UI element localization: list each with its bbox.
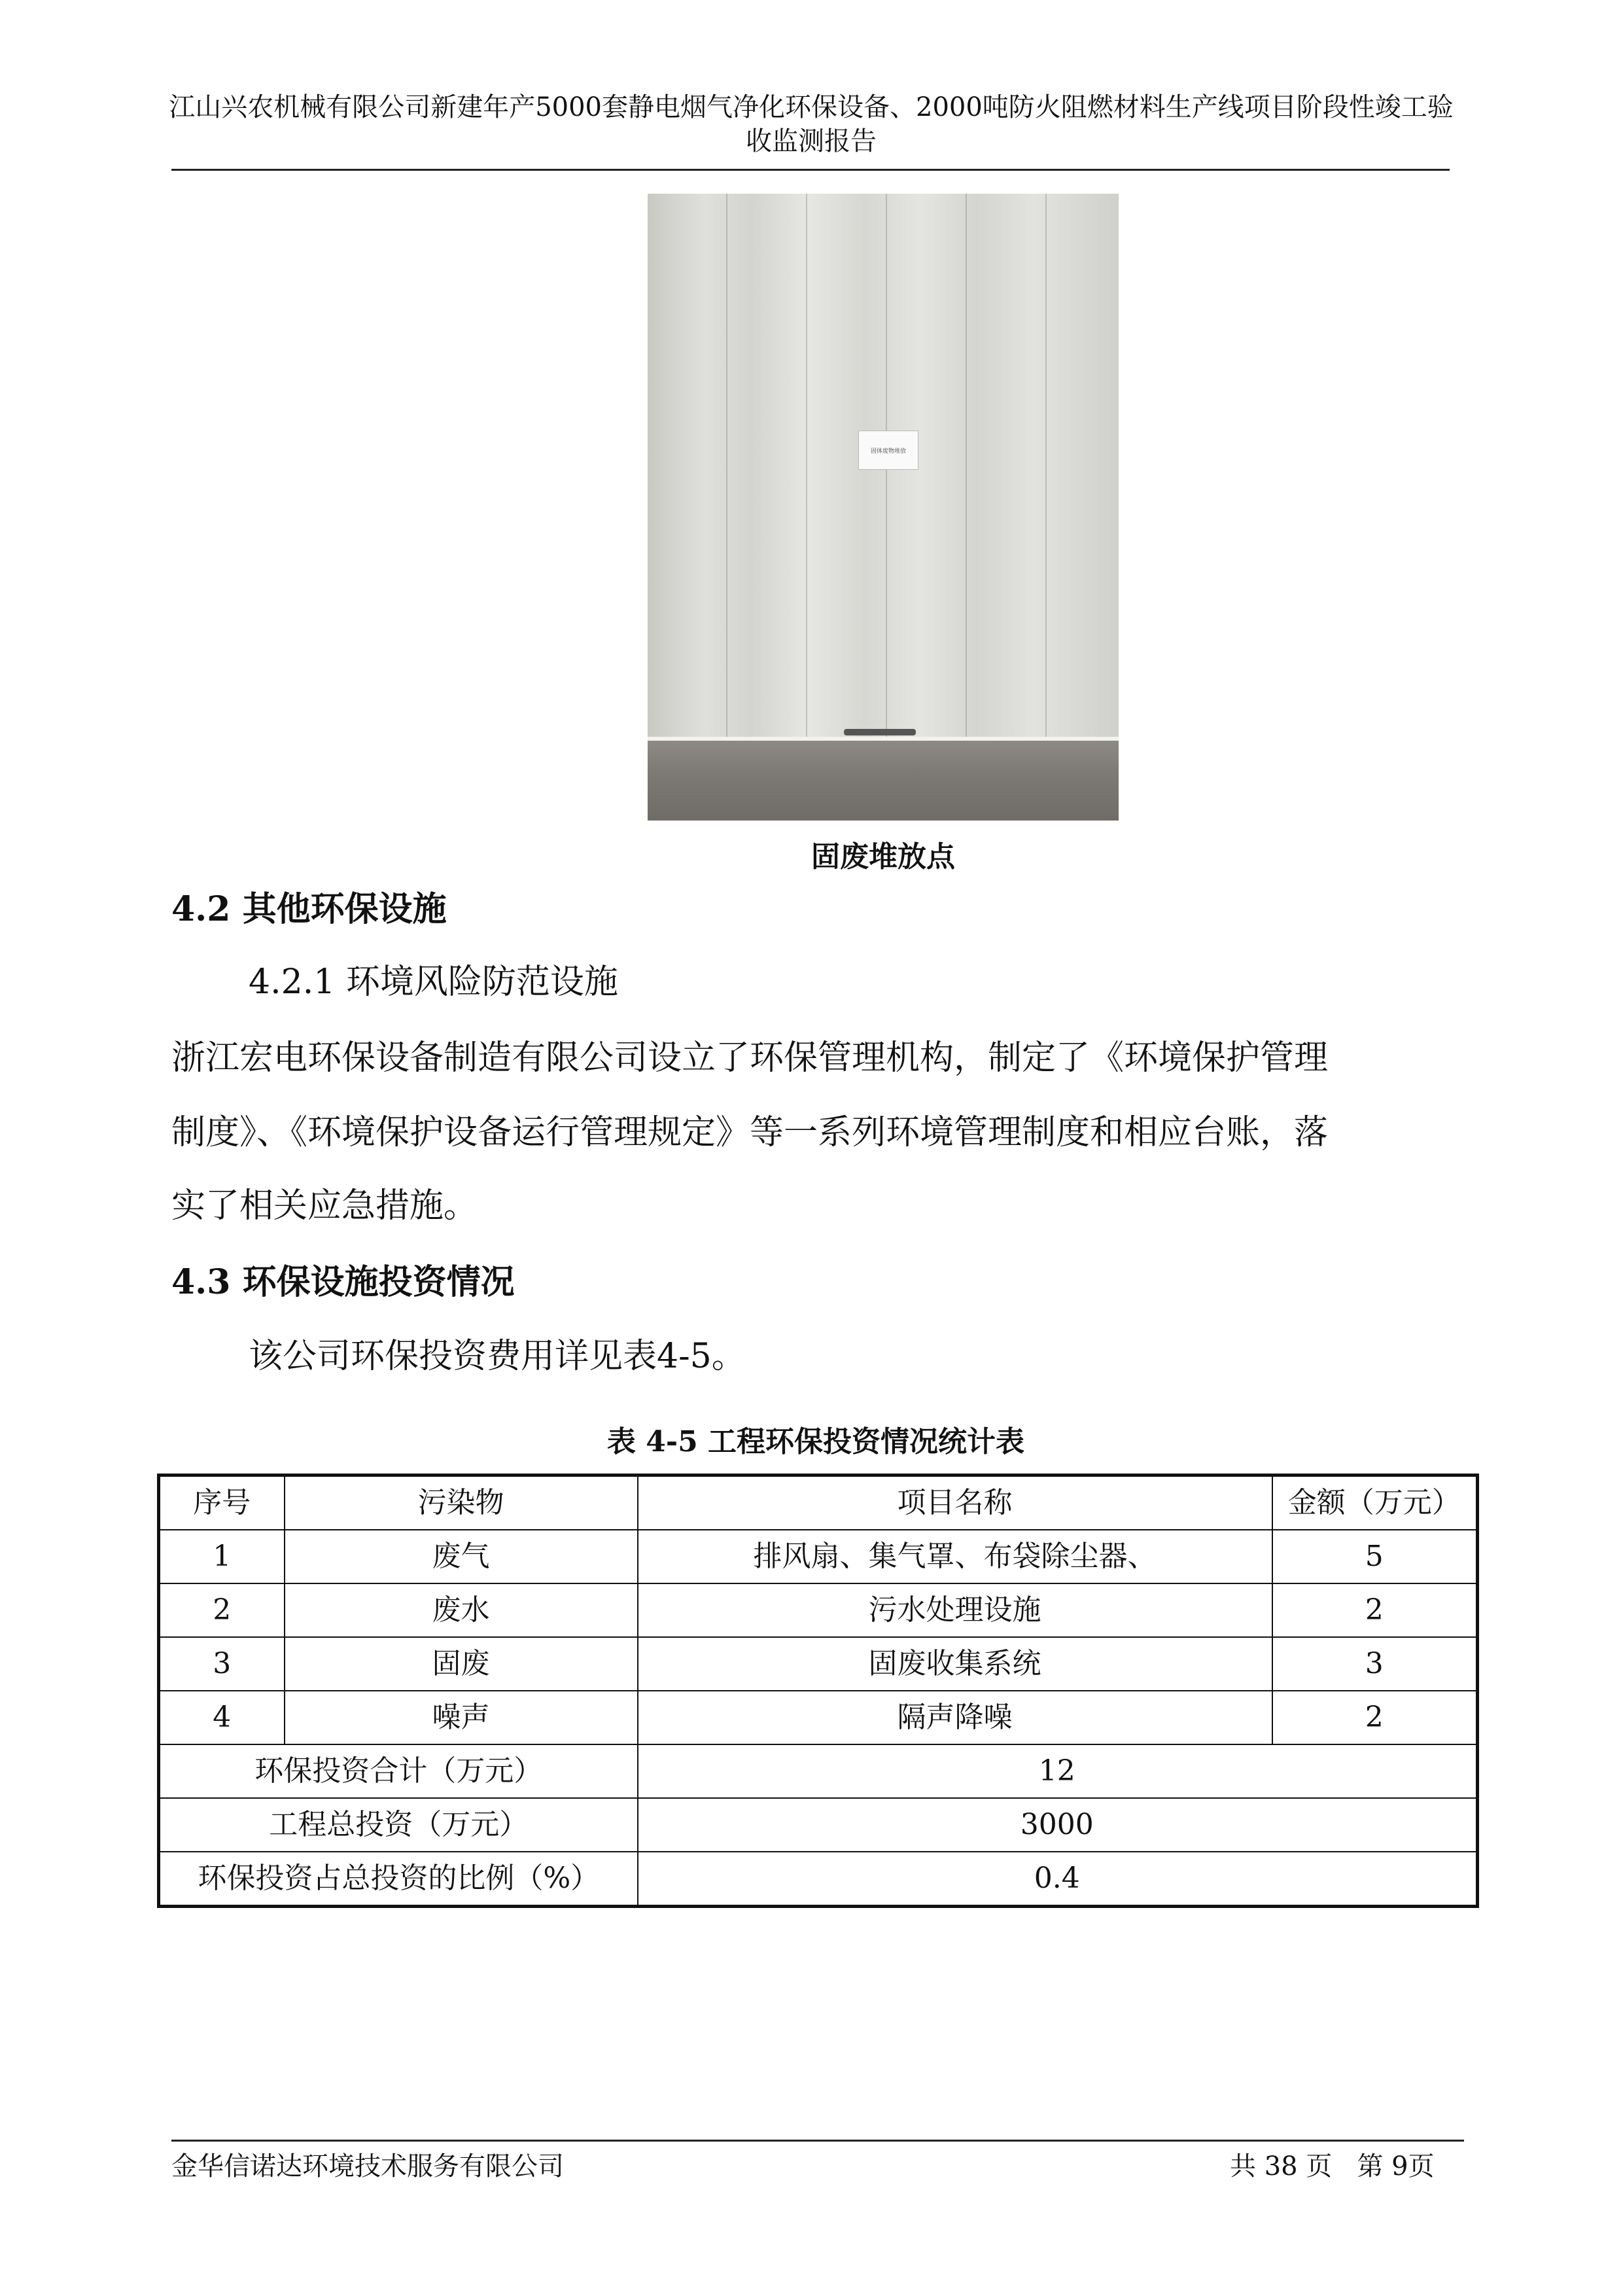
header-title: 江山兴农机械有限公司新建年产5000套静电烟气净化环保设备、2000吨防火阻燃材料生产线项目阶段性竣工验收监测报告 [169, 92, 1454, 156]
cell-index: 1 [159, 1530, 285, 1583]
concrete-floor [648, 741, 1119, 821]
wall-panel-seam [966, 194, 967, 741]
summary-value: 3000 [638, 1798, 1478, 1852]
summary-value: 0.4 [638, 1852, 1478, 1907]
floor-pipe [844, 729, 916, 735]
column-header-pollutant: 污染物 [285, 1475, 638, 1530]
table-row [159, 1637, 1478, 1691]
table-row [159, 1530, 1478, 1583]
header-divider [171, 169, 1450, 171]
column-header-project: 项目名称 [638, 1475, 1272, 1530]
investment-table [157, 1474, 1479, 1908]
summary-label: 工程总投资（万元） [159, 1798, 638, 1852]
cell-amount: 5 [1272, 1530, 1478, 1583]
cell-project: 污水处理设施 [638, 1583, 1272, 1637]
summary-row-total-env-investment [159, 1744, 1478, 1798]
cell-project: 隔声降噪 [638, 1691, 1272, 1744]
wall-panel-seam [726, 194, 727, 741]
footer-company: 金华信诺达环境技术服务有限公司 [171, 2151, 564, 2181]
cell-amount: 2 [1272, 1691, 1478, 1744]
table-row [159, 1691, 1478, 1744]
footer-pagination: 共 38 页 第 9页 [1230, 2151, 1435, 2181]
column-header-amount: 金额（万元） [1272, 1475, 1478, 1530]
cell-amount: 3 [1272, 1637, 1478, 1691]
column-header-index: 序号 [159, 1475, 285, 1530]
cell-project: 固废收集系统 [638, 1637, 1272, 1691]
wall-panel-seam [806, 194, 807, 741]
photo-caption: 固废堆放点 [811, 840, 955, 874]
section-heading-4-3: 4.3 环保设施投资情况 [171, 1262, 515, 1302]
subsection-heading-4-2-1: 4.2.1 环境风险防范设施 [249, 963, 618, 1002]
summary-row-total-project-investment [159, 1798, 1478, 1852]
footer-divider [171, 2140, 1464, 2142]
cell-project: 排风扇、集气罩、布袋除尘器、 [638, 1530, 1272, 1583]
section-heading-4-2: 4.2 其他环保设施 [171, 889, 447, 929]
summary-row-ratio [159, 1852, 1478, 1907]
intro-paragraph: 该公司环保投资费用详见表4-5。 [249, 1337, 746, 1376]
wall-panel-seam [1045, 194, 1047, 741]
cell-index: 3 [159, 1637, 285, 1691]
photo-solid-waste-storage [648, 194, 1119, 821]
cell-index: 2 [159, 1583, 285, 1637]
paragraph-line: 浙江宏电环保设备制造有限公司设立了环保管理机构，制定了《环境保护管理 [171, 1038, 1329, 1078]
summary-value: 12 [638, 1744, 1478, 1798]
cell-index: 4 [159, 1691, 285, 1744]
table-header-row [159, 1475, 1478, 1530]
cell-pollutant: 固废 [285, 1637, 638, 1691]
table-title: 表 4-5 工程环保投资情况统计表 [606, 1425, 1025, 1458]
summary-label: 环保投资合计（万元） [159, 1744, 638, 1798]
wall-sign-text: 固体废物堆放 [870, 448, 906, 455]
cell-pollutant: 噪声 [285, 1691, 638, 1744]
cell-amount: 2 [1272, 1583, 1478, 1637]
cell-pollutant: 废气 [285, 1530, 638, 1583]
paragraph-line: 实了相关应急措施。 [171, 1186, 478, 1226]
table-row [159, 1583, 1478, 1637]
summary-label: 环保投资占总投资的比例（%） [159, 1852, 638, 1907]
paragraph-line: 制度》、《环境保护设备运行管理规定》等一系列环境管理制度和相应台账，落 [171, 1113, 1329, 1152]
cell-pollutant: 废水 [285, 1583, 638, 1637]
wall-sign [858, 431, 918, 470]
